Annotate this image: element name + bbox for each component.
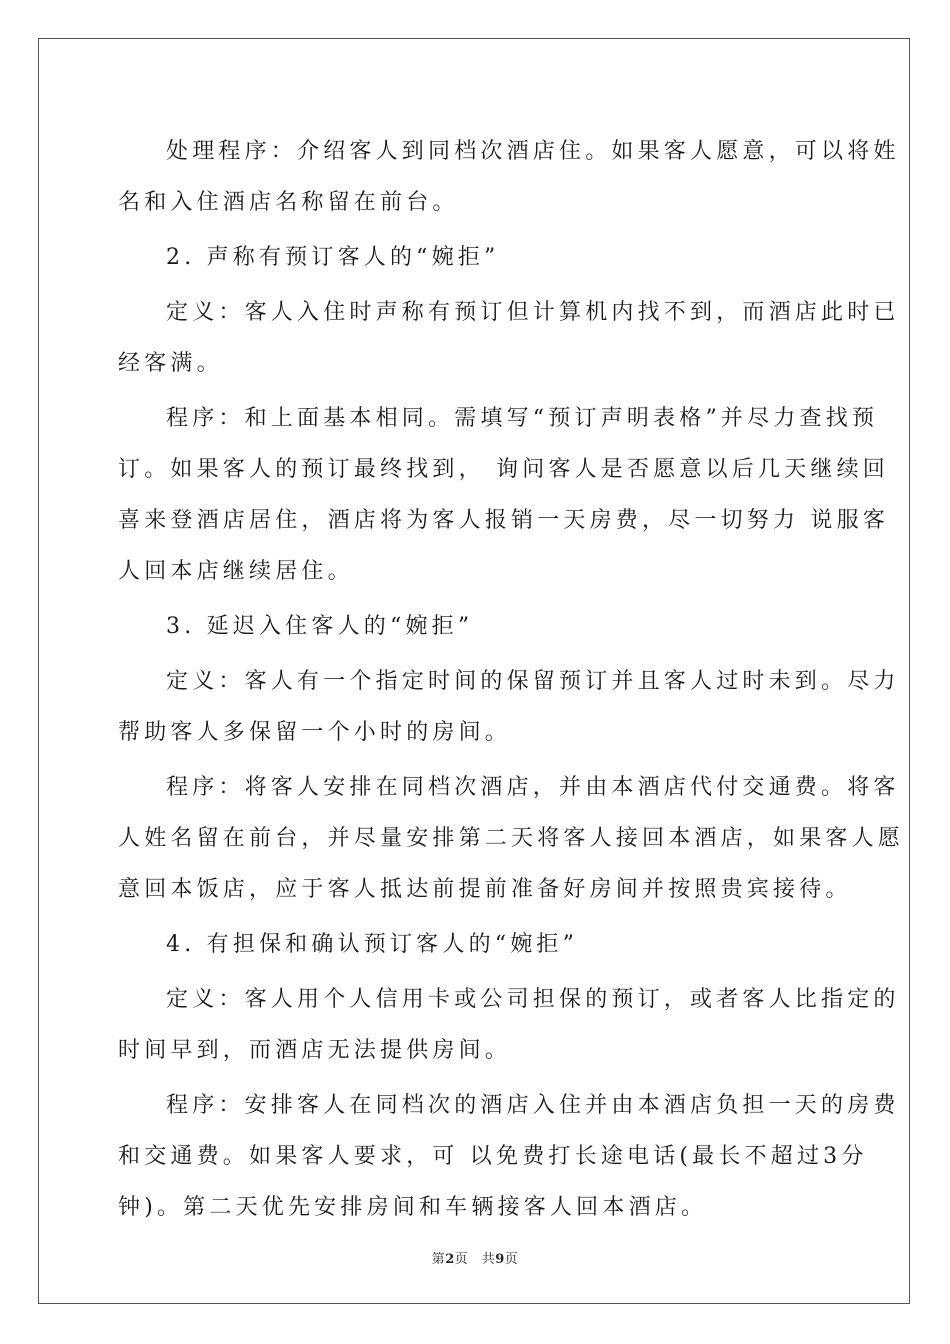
total-page-count: 9 — [495, 1252, 505, 1267]
text-line: 程序：安排客人在同档次的酒店入住并由本酒店负担一天的房费 — [166, 1093, 900, 1118]
paragraph — [118, 126, 900, 228]
text-line: 4. 有担保和确认预订客人的“婉拒” — [166, 932, 579, 957]
text-line: 订。如果客人的预订最终找到， 询问客人是否愿意以后几天继续回 — [118, 457, 889, 482]
paragraph — [118, 762, 905, 915]
text-line: 程序：将客人安排在同档次酒店，并由本酒店代付交通费。将客 — [166, 775, 900, 800]
section-heading — [118, 919, 832, 970]
paragraph — [118, 656, 900, 758]
text-line: 时间早到，而酒店无法提供房间。 — [118, 1038, 512, 1063]
text-line: 定义：客人入住时声称有预订但计算机内找不到，而酒店此时已 — [166, 300, 900, 325]
paragraph — [118, 974, 900, 1076]
text-line: 意回本饭店，应于客人抵达前提前准备好房间并按照贵宾接待。 — [118, 877, 852, 902]
text-line: 处理程序：介绍客人到同档次酒店住。如果客人愿意，可以将姓 — [166, 139, 900, 164]
text-line: 定义：客人有一个指定时间的保留预订并且客人过时未到。尽力 — [166, 669, 900, 694]
text-line: 名和入住酒店名称留在前台。 — [118, 190, 459, 215]
text-line: 程序：和上面基本相同。需填写“预订声明表格”并尽力查找预 — [166, 406, 879, 431]
page-number-mid: 页 共 — [454, 1252, 496, 1267]
current-page-number: 2 — [445, 1252, 455, 1267]
section-heading — [118, 232, 832, 283]
text-line: 定义：客人用个人信用卡或公司担保的预订，或者客人比指定的 — [166, 987, 900, 1012]
paragraph — [118, 393, 889, 597]
paragraph — [118, 1080, 900, 1233]
page-number-suffix: 页 — [504, 1252, 519, 1267]
text-line: 钟)。第二天优先安排房间和车辆接客人回本酒店。 — [118, 1195, 708, 1220]
page-number-prefix: 第 — [431, 1252, 446, 1267]
text-line: 帮助客人多保留一个小时的房间。 — [118, 720, 512, 745]
document-body — [118, 126, 905, 1237]
text-line: 和交通费。如果客人要求，可 以免费打长途电话(最长不超过3分 — [118, 1144, 868, 1169]
text-line: 经客满。 — [118, 351, 223, 376]
text-line: 人回本店继续居住。 — [118, 559, 354, 584]
section-heading — [118, 601, 832, 652]
text-line: 2. 声称有预订客人的“婉拒” — [166, 245, 500, 270]
text-line: 喜来登酒店居住，酒店将为客人报销一天房费，尽一切努力 说服客 — [118, 508, 889, 533]
page-footer — [0, 1248, 950, 1267]
text-line: 3. 延迟入住客人的“婉拒” — [166, 614, 474, 639]
paragraph — [118, 287, 900, 389]
text-line: 人姓名留在前台，并尽量安排第二天将客人接回本酒店，如果客人愿 — [118, 826, 905, 851]
